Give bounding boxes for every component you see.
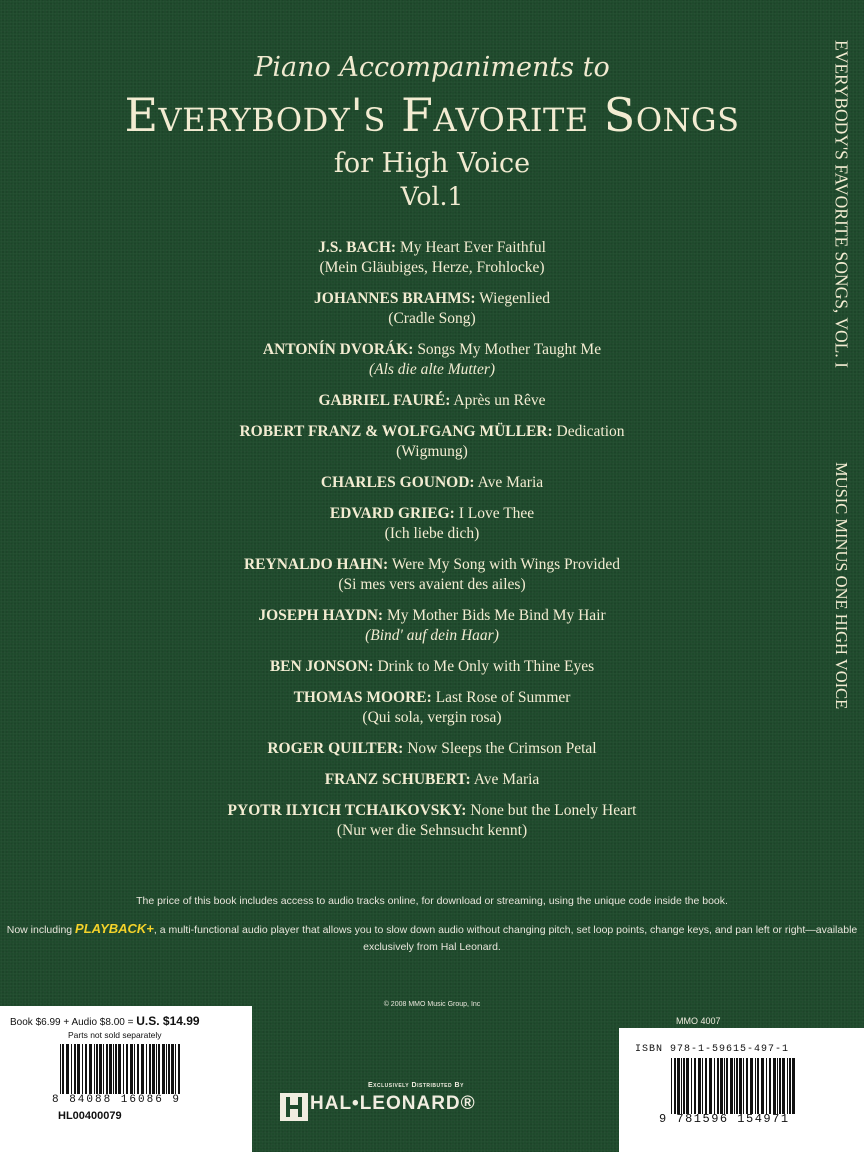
song-subtitle: (Qui sola, vergin rosa) <box>362 709 502 726</box>
song-entry <box>0 739 864 759</box>
copyright: © 2008 MMO Music Group, Inc <box>383 1001 481 1008</box>
isbn-barcode <box>671 1058 795 1114</box>
song-subtitle: (Cradle Song) <box>388 310 476 327</box>
spine-subtitle-wrap <box>817 462 864 762</box>
spine <box>817 0 864 1000</box>
song-subtitle: (Nur wer die Sehnsucht kennt) <box>336 822 528 839</box>
title-line-1: Piano Accompaniments to <box>254 52 610 83</box>
catalog-number: MMO 4007 <box>676 1016 721 1026</box>
song-entry <box>0 555 864 595</box>
song-entry <box>0 473 864 493</box>
song-list <box>0 238 864 852</box>
song-composer: ROGER QUILTER: <box>267 740 404 757</box>
hal-leonard-logo <box>280 1083 560 1123</box>
song-entry <box>0 770 864 790</box>
playback-logo: PLAYBACK+ <box>75 921 154 936</box>
song-entry <box>0 504 864 544</box>
distributor-tagline: Exclusively Distributed By <box>368 1082 464 1089</box>
price-sticker <box>0 1006 252 1152</box>
song-title: My Mother Bids Me Bind My Hair <box>386 607 606 624</box>
song-composer: BEN JONSON: <box>269 658 374 675</box>
song-composer: REYNALDO HAHN: <box>243 556 389 573</box>
song-entry <box>0 289 864 329</box>
song-title: Ave Maria <box>473 771 540 788</box>
song-title: Après un Rêve <box>453 392 546 409</box>
price-total: U.S. $14.99 <box>136 1014 200 1028</box>
song-composer: FRANZ SCHUBERT: <box>324 771 471 788</box>
info-paragraph-2 <box>0 920 864 956</box>
song-entry <box>0 391 864 411</box>
song-subtitle: (Si mes vers avaient des ailes) <box>338 576 526 593</box>
upc-barcode <box>60 1044 182 1094</box>
title-volume: Vol.1 <box>400 182 464 211</box>
title-block <box>0 0 864 230</box>
song-subtitle: (Als die alte Mutter) <box>368 361 496 378</box>
price-line <box>10 1014 200 1028</box>
song-title: My Heart Ever Faithful <box>399 239 546 256</box>
song-title: Now Sleeps the Crimson Petal <box>407 740 597 757</box>
upc-number: 8 84088 16086 9 <box>52 1094 182 1106</box>
song-title: I Love Thee <box>458 505 535 522</box>
isbn-number: 9 781596 154971 <box>659 1112 790 1126</box>
title-voice: for High Voice <box>333 148 531 179</box>
item-code: HL00400079 <box>58 1110 122 1122</box>
song-composer: EDVARD GRIEG: <box>329 505 455 522</box>
info-p2-before: Now including <box>6 924 73 936</box>
song-composer: ANTONÍN DVORÁK: <box>262 341 414 358</box>
song-title: Were My Song with Wings Provided <box>391 556 621 573</box>
song-composer: CHARLES GOUNOD: <box>320 474 475 491</box>
song-entry <box>0 340 864 380</box>
song-entry <box>0 422 864 462</box>
info-p2-after: , a multi-functional audio player that allows you to slow down audio without changing pitch, set loop points, change keys, and pan left or right—available exclusively from Hal Leonard. <box>153 924 858 953</box>
distributor-name: HAL•LEONARD® <box>310 1093 476 1114</box>
song-composer: PYOTR ILYICH TCHAIKOVSKY: <box>227 802 467 819</box>
song-entry <box>0 657 864 677</box>
song-composer: GABRIEL FAURÉ: <box>318 392 451 409</box>
song-title: Last Rose of Summer <box>435 689 571 706</box>
song-entry <box>0 606 864 646</box>
song-subtitle: (Ich liebe dich) <box>384 525 480 542</box>
song-composer: ROBERT FRANZ & WOLFGANG MÜLLER: <box>239 423 553 440</box>
song-entry <box>0 801 864 841</box>
song-entry <box>0 238 864 278</box>
isbn-label: ISBN 978-1-59615-497-1 <box>635 1044 790 1055</box>
price-note: Parts not sold separately <box>68 1030 162 1040</box>
song-subtitle: (Bind' auf dein Haar) <box>365 627 499 644</box>
spine-title-wrap <box>817 40 864 420</box>
spine-title: EVERYBODY'S FAVORITE SONGS, VOL. I <box>831 40 852 368</box>
song-title: Songs My Mother Taught Me <box>417 341 602 358</box>
song-composer: JOHANNES BRAHMS: <box>314 290 476 307</box>
info-paragraph-1: The price of this book includes access to audio tracks online, for download or streaming, using the unique code inside the book. <box>136 895 728 907</box>
song-title: Ave Maria <box>477 474 544 491</box>
isbn-sticker <box>619 1028 864 1152</box>
song-title: Wiegenlied <box>479 290 550 307</box>
main-title: Everybody's Favorite Songs <box>124 88 740 142</box>
song-title: None but the Lonely Heart <box>470 802 637 819</box>
song-composer: THOMAS MOORE: <box>293 689 432 706</box>
info-text <box>0 893 864 966</box>
song-entry <box>0 688 864 728</box>
song-title: Drink to Me Only with Thine Eyes <box>377 658 595 675</box>
song-subtitle: (Wigmung) <box>396 443 468 460</box>
price-breakdown: Book $6.99 + Audio $8.00 = <box>10 1017 134 1028</box>
song-subtitle: (Mein Gläubiges, Herze, Frohlocke) <box>319 259 545 276</box>
song-composer: J.S. BACH: <box>318 239 397 256</box>
song-title: Dedication <box>556 423 625 440</box>
spine-subtitle: MUSIC MINUS ONE HIGH VOICE <box>832 462 851 710</box>
song-composer: JOSEPH HAYDN: <box>258 607 384 624</box>
hal-leonard-icon <box>280 1093 308 1121</box>
